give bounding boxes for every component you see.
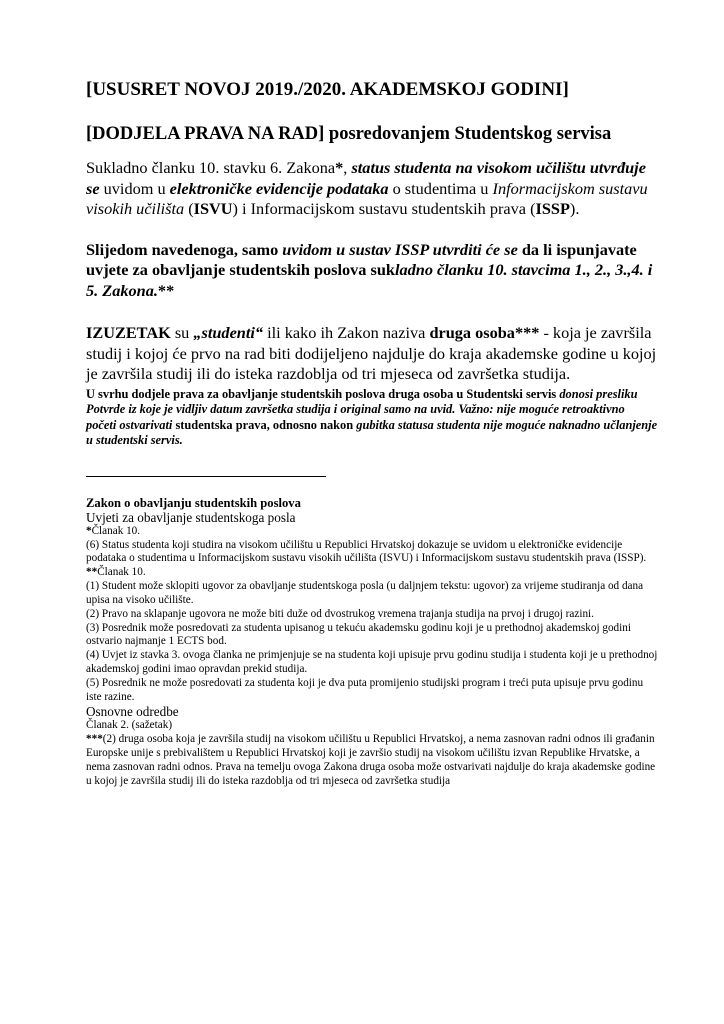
intro-paragraph xyxy=(86,158,658,220)
note-emphasis: gubitka statusa studenta nije moguće naknadno učlanjenje u studentski servis. xyxy=(86,417,658,447)
intro-text: ( xyxy=(184,199,194,218)
note-important: Važno: nije moguće retroaktivno početi ostvarivati xyxy=(86,402,625,432)
consequence-emphasis: uvidom u sustav ISSP utvrditi će se xyxy=(282,239,518,259)
page-title: [USUSRET NOVOJ 2019./2020. AKADEMSKOJ GODINI] xyxy=(86,79,569,100)
footnote-3-body: (2) druga osoba koja je završila studij na visokom učilištu u Republici Hrvatskoj, a nema zasnovan radni odnos ili građanin Europske unije s prebivalištem u Republici Hrvatskoj koji je završio studij na visokom učilištu izvan Republike Hrvatske, a nema zasnovan radni odnos. Prava na temelju ovoga Zakona druga osoba može ostvarivati najdulje do kraja akademske godine u kojoj je završila studij ili do isteka razdoblja od tri mjeseca od završetka studija xyxy=(86,732,656,787)
law-title: Zakon o obavljanju studentskih poslova xyxy=(86,495,301,510)
exception-quote: „studenti“ xyxy=(193,323,264,342)
note-text: studentska prava, odnosno nakon xyxy=(172,417,357,432)
note-emphasis: donosi presliku Potvrde iz koje je vidljiv datum završetka studija i original samo na uvid. xyxy=(86,386,638,416)
footnote-1-star: * xyxy=(86,525,92,537)
exception-emphasis: druga osoba xyxy=(429,323,515,342)
intro-emphasis-system: Informacijskom sustavu visokih učilišta xyxy=(86,178,648,218)
footnotes xyxy=(86,496,658,789)
exception-text: - koja je završila studij i kojoj će prvo na rad biti dodijeljeno najdulje do kraja akademske godine u kojoj je završila studij ili do isteka razdoblja od tri mjeseca od završetka studija. xyxy=(86,323,657,383)
footnote-3-text xyxy=(86,733,658,789)
exception-paragraph xyxy=(86,323,658,385)
document-page xyxy=(86,78,658,789)
intro-emphasis-evidence: elektroničke evidencije podataka xyxy=(169,178,389,198)
footnote-2-para-2: (2) Pravo na sklapanje ugovora ne može biti duže od dvostrukog vremena trajanja studija na prvoj i drugoj razini. xyxy=(86,607,594,620)
intro-acronym-isvu: ISVU xyxy=(193,199,233,218)
consequence-emphasis-article: ladno članku 10. stavcima 1., 2., 3.,4. i 5. Zakona. xyxy=(86,260,653,300)
consequence-text: da li ispunjavate uvjete za obavljanje studentskih poslova suk xyxy=(86,239,637,279)
footnote-2-para-4: (4) Uvjet iz stavka 3. ovoga članka ne primjenjuje se na studenta koji upisuje prvu godinu studija i studenta koji je u prethodnoj akademskoj godini imao opravdan prekid studija. xyxy=(86,649,658,676)
footnote-1-text: (6) Status studenta koji studira na visokom učilištu u Republici Hrvatskoj dokazuje se uvidom u elektroničke evidencije podataka o studentima u Informacijskom sustavu visokih učilišta (ISVU) i Informacijskom sustavu studentskih prava (ISSP). xyxy=(86,538,647,565)
footnote-3-article: Članak 2. (sažetak) xyxy=(86,719,173,732)
footnote-divider xyxy=(86,476,326,477)
section-heading: [DODJELA PRAVA NA RAD] posredovanjem Studentskog servisa xyxy=(86,124,612,144)
intro-text: o studentima u xyxy=(388,178,493,198)
footnote-2-star: ** xyxy=(86,566,98,579)
footnote-marker-1: * xyxy=(335,158,344,177)
exception-text: su xyxy=(170,323,194,342)
intro-text: uvidom u xyxy=(99,178,170,198)
footnote-3-star: *** xyxy=(86,732,103,745)
footnote-2-para-1: (1) Student može sklopiti ugovor za obavljanje studentskoga posla (u daljnjem tekstu: ugovor) za vrijeme studiranja od dana upisa na visoko učilište. xyxy=(86,579,644,606)
footnote-2-para-5: (5) Posrednik ne može posredovati za studenta koji je dva puta promijenio studijski program i treći puta upisuje prvu godinu iste razine. xyxy=(86,677,644,704)
consequence-paragraph xyxy=(86,240,658,302)
footnote-marker-3: *** xyxy=(514,323,540,342)
footnote-1-article: Članak 10. xyxy=(91,525,141,537)
intro-text: , xyxy=(343,158,352,177)
intro-acronym-issp: ISSP xyxy=(535,199,570,218)
intro-text: ) i Informacijskom sustavu studentskih prava ( xyxy=(232,199,536,218)
intro-text: Sukladno članku 10. stavku 6. Zakona xyxy=(86,158,336,177)
basic-provisions-title: Osnovne odredbe xyxy=(86,703,179,719)
footnote-marker-2: ** xyxy=(157,280,175,300)
footnote-2-article: Članak 10. xyxy=(97,566,146,579)
footnote-2-para-3: (3) Posrednik može posredovati za studenta upisanog u tekuću akademsku godinu koji je u prethodnoj akademskoj godini ostvario najmanje 1 ECTS bod. xyxy=(86,621,631,648)
note-text: U svrhu dodjele prava za obavljanje studentskih poslova druga osoba u Studentski servis xyxy=(86,386,560,401)
law-subtitle: Uvjeti za obavljanje studentskoga posla xyxy=(86,509,296,525)
footnote-2-label xyxy=(86,566,658,580)
exception-keyword: IZUZETAK xyxy=(86,323,171,342)
footnote-1-label xyxy=(86,525,658,539)
exception-text: ili kako ih Zakon naziva xyxy=(263,323,430,342)
note-paragraph xyxy=(86,387,658,449)
consequence-text: Slijedom navedenoga, samo xyxy=(86,239,283,259)
intro-emphasis-status: status studenta na visokom učilištu utvrđuje se xyxy=(86,158,646,198)
intro-text: ). xyxy=(569,199,580,218)
